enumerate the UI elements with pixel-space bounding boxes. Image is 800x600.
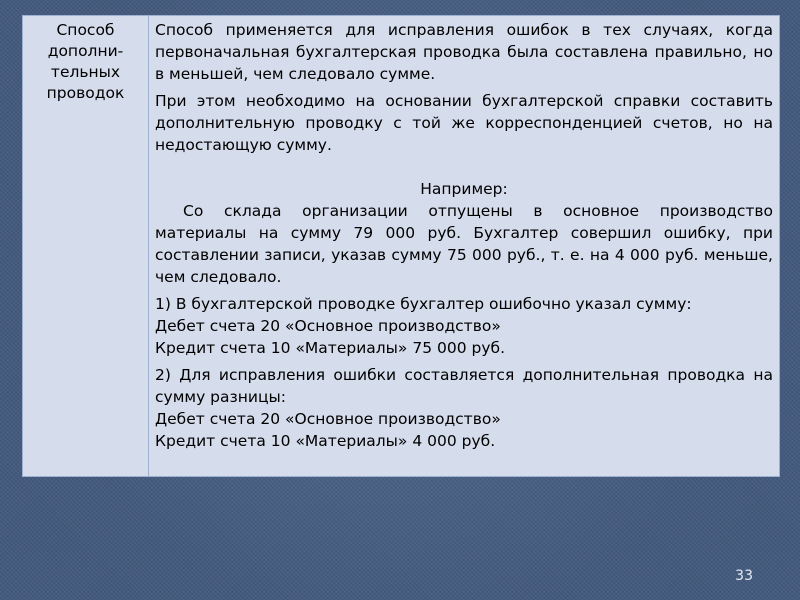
method-name-line-1: Способ [56,21,115,39]
example-step-2: 2) Для исправления ошибки составляется дополнительная проводка на сумму разницы: [155,366,773,406]
method-description-cell [149,16,779,476]
description-paragraph: Способ применяется для исправления ошибок в тех случаях, когда первоначальная бухгалтерская проводка была составлена правильно, но в меньшей, чем следовало сумме. [155,21,773,83]
entry-credit-line: Кредит счета 10 «Материалы» 75 000 руб. [155,339,505,357]
content-table [22,15,780,477]
method-name-line-2: дополни- [47,42,124,60]
example-step-1: 1) В бухгалтерской проводке бухгалтер ошибочно указал сумму: [155,295,692,313]
slide-number: 33 [735,568,753,584]
entry-debit-line: Дебет счета 20 «Основное производство» [155,317,501,335]
description-paragraph: При этом необходимо на основании бухгалтерской справки составить дополнительную проводку с той же корреспонденцией счетов, но на недостающую сумму. [155,92,773,154]
method-name-cell [23,16,149,476]
example-paragraph: Со склада организации отпущены в основное производство материалы на сумму 79 000 руб. Бухгалтер совершил ошибку, при составлении записи, указав сумму 75 000 руб., т. е. на 4 000 руб. меньше, чем следовало. [155,202,773,286]
example-heading: Например: [420,180,508,198]
entry-credit-line: Кредит счета 10 «Материалы» 4 000 руб. [155,432,496,450]
entry-debit-line: Дебет счета 20 «Основное производство» [155,410,501,428]
method-name-line-3: тельных [50,63,121,81]
method-name-line-4: проводок [46,84,125,102]
blank-line [155,156,773,178]
